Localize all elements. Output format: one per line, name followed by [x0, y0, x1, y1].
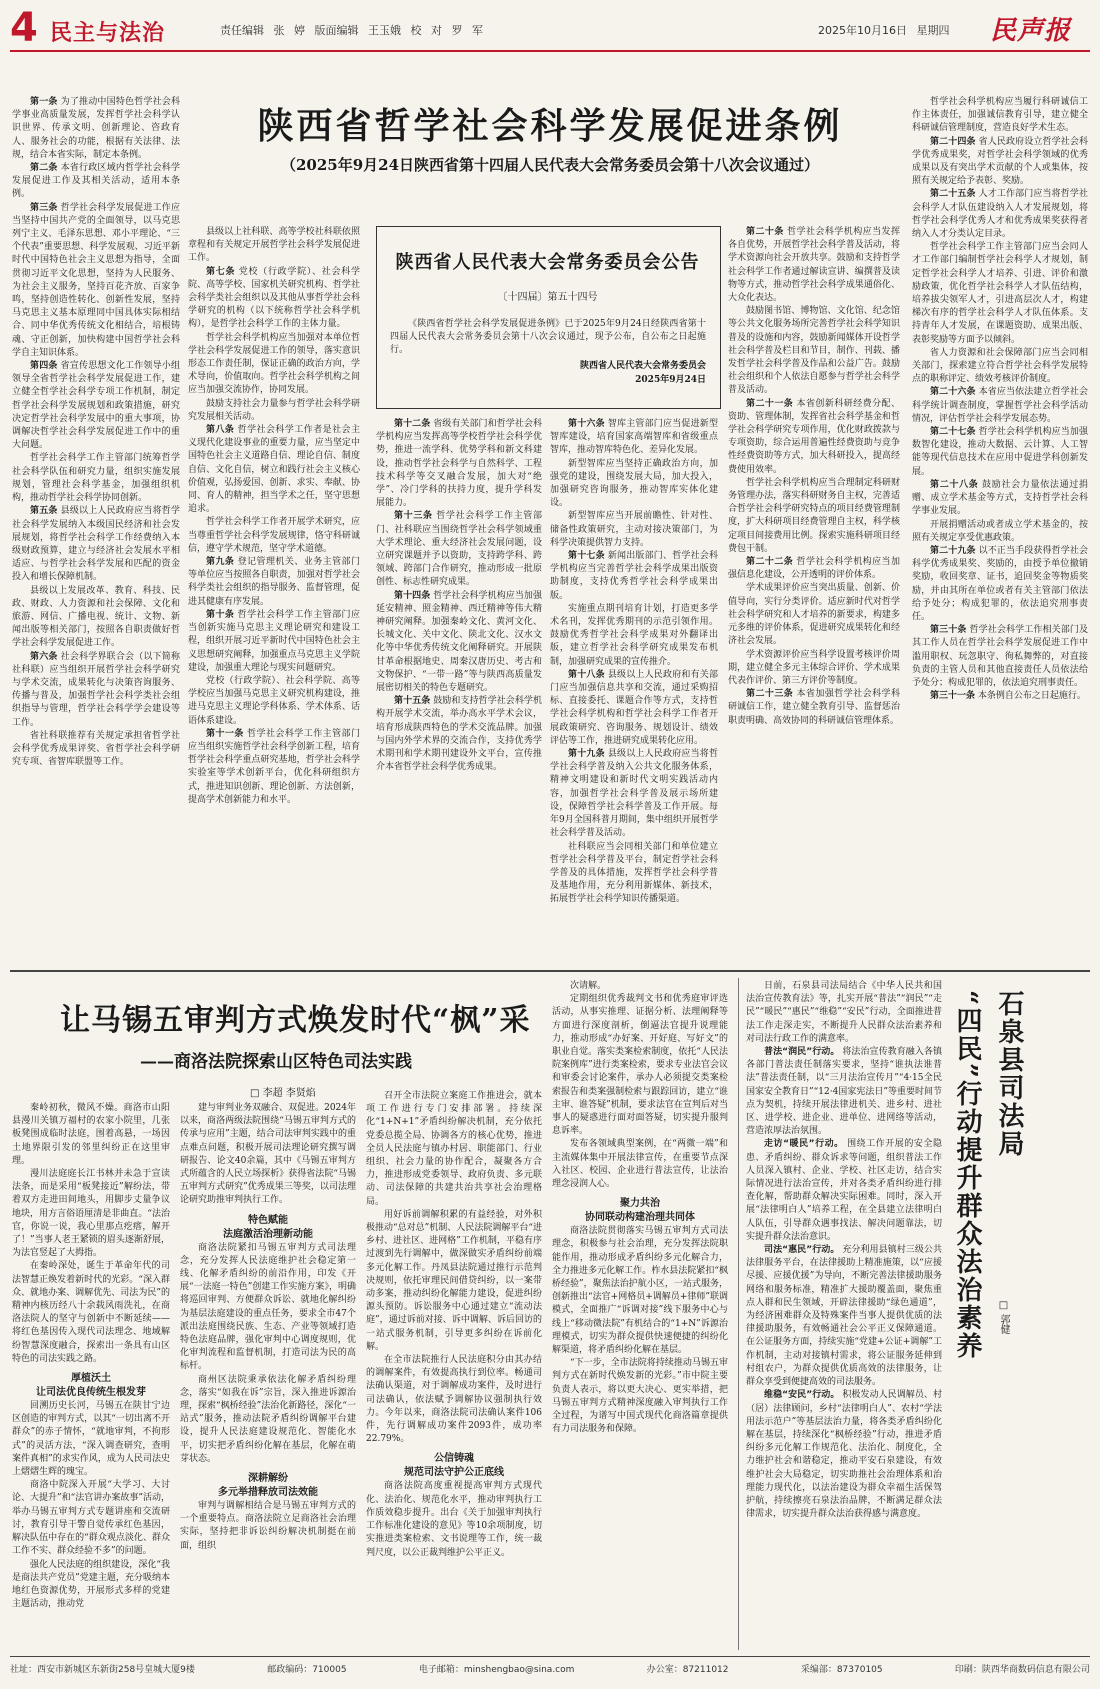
article-text: 本省创新科研经费分配、资助、管理体制，发挥省社会科学基金和哲学社会科学研究专项作用，优化财政拨款与专项资助，综合运用普遍性经费资助与竞争性经费资助等方式，加大科研投入，提高经费使用效率。 — [728, 398, 900, 475]
article-text: 哲学社会科学工作主管部门、社科联应当围绕哲学社会科学领域重大学术理论、重大经济社会发展问题，设立研究课题并予以资助，支持跨学科、跨领域、跨部门合作研究，推动形成一批原创性、标志性研究成果。 — [376, 511, 542, 588]
article-text: 人才工作部门应当将哲学社会科学人才队伍建设纳入人才发展规划，将哲学社会科学优秀人才和优秀成果奖获得者纳入人才分类认定目录。 — [912, 189, 1088, 240]
column-3b-paragraphs — [366, 1480, 542, 1559]
paragraph — [728, 582, 900, 648]
article3-title-part-1: 石泉县司法局 — [994, 990, 1024, 1158]
subhead-3 — [180, 1472, 356, 1500]
article-text: 学术资源评价应当科学设置考核评价周期，建立健全多元主体综合评价、学术成果代表作评价、第三方评价等制度。 — [728, 649, 900, 686]
column-2c-paragraphs — [180, 1500, 356, 1553]
regulation-column-3 — [376, 418, 542, 962]
footer-postcode: 邮政编码：710005 — [267, 1665, 347, 1675]
paragraph — [188, 226, 360, 266]
article-number: 第一条 — [30, 97, 58, 107]
paragraph — [188, 398, 360, 424]
paragraph: 漫川法庭庭长江书林并未急于宣读法条，而是采用“板凳接近”解纷法，带着双方走进田间地头，用脚步丈量争议地块，用方言俗语厘清是非曲直。“法治官，你说一说，我心里那点疙瘩，解开了！”当事人老王紧锁的眉头逐渐舒展，为法官竖起了大拇指。 — [12, 1169, 170, 1259]
article-number: 第十一条 — [206, 728, 244, 739]
paragraph — [188, 332, 360, 398]
article-text: 哲学社会科学机构应当加强对本单位哲学社会科学发展促进工作的领导，落实意识形态工作责任制，保证正确的政治方向，学术导向，价值取向。哲学社会科学机构之间应当加强交流协作，协同发展。 — [188, 332, 360, 396]
column-2b-paragraphs — [180, 1242, 356, 1466]
article-text: 围绕工作开展的安全隐患、矛盾纠纷、群众诉求等问题，组织普法工作人员深入镇村、企业、学校、社区走访，结合实际情况进行法治宣传，并对各类矛盾纠纷进行排查化解，帮助群众解决实际困难。同时，深入开展“法律明白人”培养工程，在全县建立法律明白人队伍，引导群众遇事找法、解决问题靠法，切实提升群众法治意识。 — [746, 1139, 942, 1242]
paragraph — [728, 688, 900, 728]
article-number: 第六条 — [30, 651, 58, 662]
article-column-2 — [180, 1102, 356, 1650]
paragraph — [728, 556, 900, 582]
article-text: 县级以上发展改革、教育、科技、民政、财政、人力资源和社会保障、文化和旅游、网信、广播电视、统计、文物、新闻出版等相关部门，按照各自职责做好哲学社会科学发展促进工作。 — [12, 585, 180, 649]
article-text: 学术成果评价应当突出质量、创新、价值导向，实行分类评价。适应新时代对哲学社会科学研究和人才培养的新要求，构建多元多维的评价体系，促进研究成果转化和经济社会发展。 — [728, 583, 900, 647]
article-text: 本条例自公布之日起施行。 — [977, 691, 1086, 702]
article-text: 充分利用县镇村三级公共法律服务平台，在法律援助上精准施策，以“应援尽援、应援优援”为导向，不断完善法律援助服务网络和服务标准，精准扩大援助覆盖面，聚焦重点人群和民生领域，开辟法律援助“绿色通道”，为经济困难群众及特殊案件当事人提供优质的法律援助服务，有效畅通社会公平正义保障通道。在公证服务方面，持续实施“党建+公证+调解”工作机制，主动对接镇村需求，将公证服务延伸到村组农户，为群众提供优质高效的法律服务，让群众享受到便捷高效的司法服务。 — [746, 1245, 942, 1388]
article-number: 第十五条 — [394, 696, 431, 707]
subhead-4-title: 规范司法守护公正底线 — [404, 1467, 504, 1479]
column-3-paragraphs — [366, 1090, 542, 1446]
paragraph — [912, 624, 1088, 690]
article-subtitle: ——商洛法院探索山区特色司法实践 — [140, 1052, 412, 1072]
article-number: 第七条 — [206, 266, 236, 277]
article-text: 新型智库应当坚持正确政治方向，加强党的建设，围绕发展大局，加大投入，加强研究咨询服务，推动智库实体化建设。 — [550, 458, 718, 509]
article-text: 鼓励社会力量依法通过捐赠、成立学术基金等方式，支持哲学社会科学事业发展。 — [912, 479, 1088, 517]
announcement-signature: 陕西省人民代表大会常务委员会 — [579, 361, 706, 371]
article-column-3 — [366, 1090, 542, 1650]
page-header — [0, 0, 1100, 56]
subhead-2-title: 法庭激活治理新动能 — [223, 1228, 313, 1240]
article-text: 省宣传思想文化工作领导小组领导全省哲学社会科学发展促进工作，建立健全哲学社会科学专项工作机制，制定哲学社会科学发展规划和政策措施，研究决定哲学社会科学发展中的重大事项，协调解决哲学社会科学发展促进工作中的重大问题。 — [12, 361, 180, 451]
subhead-3-title: 多元举措释放司法效能 — [218, 1487, 318, 1499]
article-text: 社科联应当会同相关部门和单位建立哲学社会科学普及平台，制定哲学社会科学普及的具体措施，发挥哲学社会科学普及基地作用，充分利用新媒体、新技术，拓展哲学社会科学知识传播渠道。 — [550, 841, 718, 905]
article-number: 第二十五条 — [930, 189, 976, 200]
article3-column — [746, 980, 942, 1650]
paragraph — [376, 510, 542, 589]
paragraph — [912, 426, 1088, 479]
paragraph — [550, 841, 718, 907]
article-text: 省社科联推荐有关规定承担省哲学社会科学优秀成果评奖、省哲学社会科学研究专项、省智库联盟等工作。 — [12, 730, 180, 768]
article-number: 第十九条 — [568, 749, 605, 760]
article-number: 第十四条 — [394, 590, 431, 601]
article-text: 鼓励和支持哲学社会科学机构开展学术交流，举办高水平学术会议，培育形成陕西特色的学术交流品牌。加强与国内外学术界的交流合作，支持优秀学术期刊和学术期刊建设外文平台，宣传推介本省哲学社会科学优秀成果。 — [376, 696, 542, 773]
paragraph — [912, 96, 1088, 136]
article-number: 第八条 — [206, 425, 235, 436]
subhead-1-kicker: 厚植沃土 — [71, 1373, 111, 1385]
article-number: 第二十八条 — [930, 479, 979, 490]
subhead-2 — [180, 1214, 356, 1242]
article-number: 第四条 — [30, 361, 58, 372]
footer-editorial: 采编部：87370105 — [800, 1665, 883, 1675]
article-number: 维稳“安民”行动。 — [764, 1390, 840, 1401]
paragraph: 定期组织优秀裁判文书和优秀庭审评选活动，从事实推理、证据分析、法理阐释等方面进行深度剖析，倒逼法官提升说理能力，推动形成“办好案、开好庭、写好文”的职业自觉。落实类案检索制度，依托“人民法院案例库”进行类案检索，要求专业法官会议和审委会讨论案件，承办人必须提交类案检索报告和类案强制检索与跟踪回访，建立“谁主审、谁答疑”机制，要求法官在宣判后对当事人的疑惑进行面对面答疑，切实提升服判息诉率。 — [552, 994, 728, 1137]
column-4-paragraphs — [552, 980, 728, 1191]
article-number: 第二十七条 — [930, 427, 976, 438]
paragraph — [728, 305, 900, 397]
article-text: 新闻出版部门、哲学社会科学机构应当完善哲学社会科学成果出版资助制度，支持优秀哲学社会科学成果出版。 — [550, 551, 718, 601]
paragraph — [376, 590, 542, 696]
article-text: 以不正当手段获得哲学社会科学优秀成果奖、奖励的，由授予单位撤销奖励，收回奖章、证书，追回奖金等物质奖励，并由其所在单位或者有关主管部门依法给予处分；构成犯罪的，依法追究刑事责任。 — [912, 545, 1088, 622]
paragraph — [728, 398, 900, 477]
paragraph: 商洛中院深入开展“大学习、大讨论、大提升”和“法官讲办案故事”活动，举办马锡五审判方式专题讲座和交流研讨，教育引导干警自觉传承红色基因，解决队伍中存在的“群众观点淡化、群众工作不实、群众经验不多”的问题。 — [12, 1480, 170, 1557]
article-number: 第三十条 — [930, 625, 967, 636]
article-column-4 — [552, 980, 728, 1650]
article3-title-part-2: “四民”行动提升群众法治素养 — [952, 990, 982, 1360]
announcement-date: 2025年9月24日 — [635, 375, 706, 385]
paragraph — [550, 458, 718, 511]
regulation-column-1 — [12, 96, 180, 962]
paragraph — [12, 505, 180, 584]
article-number: 第十八条 — [568, 669, 605, 680]
subhead-4-kicker: 公信铸魂 — [434, 1453, 474, 1465]
paragraph — [188, 609, 360, 675]
paragraph — [550, 748, 718, 840]
paragraph — [550, 669, 718, 748]
column-2-paragraphs — [180, 1102, 356, 1208]
article3-title — [992, 990, 1026, 1280]
paragraph — [912, 690, 1088, 703]
paragraph — [728, 226, 900, 305]
paragraph: 次请解。 — [570, 981, 607, 991]
paragraph — [188, 424, 360, 516]
subhead-4 — [366, 1452, 542, 1480]
article-number: 第五条 — [30, 506, 58, 517]
article-number: 普法“润民”行动。 — [764, 1047, 840, 1058]
article-number: 第十二条 — [394, 419, 431, 429]
paragraph — [376, 418, 542, 510]
regulation-column-2 — [188, 226, 360, 962]
subhead-2-kicker: 特色赋能 — [248, 1214, 288, 1226]
paragraph — [912, 519, 1088, 545]
regulation-column-4 — [550, 418, 718, 962]
footer-email: 电子邮箱：minshengbao@sina.com — [418, 1665, 575, 1675]
article-number: 第二十条 — [746, 227, 784, 237]
paragraph — [188, 266, 360, 332]
article3-sections — [746, 1046, 942, 1521]
article-text: 哲学社会科学机构应当履行科研诚信工作主体责任，加强诚信教育引导，建立健全科研诚信管理制度，营造良好学术生态。 — [912, 97, 1088, 134]
column-4b-paragraphs — [552, 1225, 728, 1436]
paragraph: “下一步，全市法院将持续推动马锡五审判方式在新时代焕发新的光彩。”市中院主要负责人表示，将以更大决心、更实举措，把马锡五审判方式精神深度融入审判执行工作全过程，为谱写中国式现代化商洛篇章提供有力司法服务和保障。 — [552, 1358, 728, 1435]
article-title: 让马锡五审判方式焕发时代“枫”采 — [60, 1003, 531, 1038]
page-footer — [10, 1662, 1090, 1675]
article-text: 本省加强哲学社会科学科研诚信工作，建立健全教育引导、监督惩治职责明确、高效协同的科研诚信管理体系。 — [728, 689, 900, 726]
article-text: 哲学社会科学机构应当加强信息化建设，公开透明的评价体系。 — [728, 557, 900, 581]
article3-intro — [746, 980, 942, 1046]
editor-credits: 责任编辑 张 婷 版面编辑 王玉娥 校 对 罗 军 — [220, 24, 483, 37]
article-number: 第三条 — [30, 202, 58, 213]
article-text: 哲学社会科学工作主管部门应当创新实施马克思主义理论研究和建设工程，组织开展习近平新时代中国特色社会主义思想研究阐释，加强重点马克思主义学院建设，加强重大理论与现实问题研究。 — [188, 609, 360, 673]
article3-byline: □ 郭健 — [998, 1300, 1009, 1335]
article-text: 省人力资源和社会保障部门应当会同相关部门，探索建立符合哲学社会科学发展特点的职称评定、绩效考核评价制度。 — [912, 347, 1088, 385]
article-text: 省级有关部门和哲学社会科学机构应当发挥高等学校哲学社会科学优势，推进一流学科、优势学科和新文科建设，推动哲学社会科学与自然科学、工程技术科学等交叉融合发展，加大对“绝学”、冷门学科的扶持力度，提升学科发展能力。 — [376, 419, 542, 509]
paragraph — [12, 202, 180, 360]
paragraph — [550, 603, 718, 669]
paragraph — [188, 728, 360, 807]
article-text: 哲学社会科学机构应当合理制定科研财务管理办法，落实科研财务自主权，完善适合哲学社会科学研究特点的项目经费管理制度，扩大科研项目经费管理自主权，科学核定项目间接费用比例。探索实施科研项目经费包干制。 — [728, 477, 900, 554]
article-number: 第二十九条 — [930, 545, 976, 556]
paragraph — [912, 136, 1088, 189]
paragraph: 回溯历史长河，马锡五在陕甘宁边区创造的审判方式，以其“一切出离不开群众”的赤子情怀，“就地审判，不拘形式”的灵活方法，“深入调查研究，查明案件真相”的求实作风，成为人民司法史上熠熠生辉的瑰宝。 — [12, 1401, 170, 1478]
paragraph: 召开全市法院立案庭工作推进会，就本项工作进行专门安排部署。持续深化“1+N+1”矛盾纠纷解决机制，充分依托党委总揽全局、协调各方的核心优势，推进全员人民法庭与镇办村居、职能部门、行业组织、社会力量的协作配合，凝聚各方合力，推进形成党委领导、政府负责、多元联动、司法保障的共建共治共享社会治理格局。 — [366, 1091, 542, 1207]
article-text: 哲学社会科学工作相关部门及其工作人员在哲学社会科学发展促进工作中滥用职权、玩忽职守、徇私舞弊的，对直接负责的主管人员和其他直接责任人员依法给予处分；构成犯罪的，依法追究刑事责任。 — [912, 625, 1088, 688]
article-text: 党校（行政学院）、社会科学院、高等学校、国家机关研究机构、哲学社会科学类社会组织以及其他从事哲学社会科学研究的机构（以下统称哲学社会科学机构），是哲学社会科学工作的主体力量。 — [188, 266, 360, 330]
article-number: 司法“惠民”行动。 — [764, 1245, 840, 1256]
article-text: 将法治宣传教育融入各镇各部门普法责任制落实要求，坚持“谁执法谁普法”普法责任制，以“三月法治宣传月”“4·15全民国家安全教育日”“12·4国家宪法日”等重要时间节点为契机，持续开展法律进机关、进乡村、进社区、进学校、进企业、进单位、进网络等活动，营造浓厚法治氛围。 — [746, 1047, 942, 1137]
paragraph — [728, 477, 900, 556]
paragraph — [12, 730, 180, 770]
article-column-1 — [12, 1102, 170, 1650]
article-text: 党校（行政学院）、社会科学院、高等学校应当加强马克思主义研究机构建设，推进马克思主义理论学科体系、学术体系、话语体系建设。 — [188, 675, 360, 726]
header-rule — [10, 50, 1090, 52]
paragraph — [550, 550, 718, 603]
article-text: 新型智库应当开展前瞻性、针对性、储备性政策研究，主动对接决策部门，为科学决策提供智力支持。 — [550, 511, 718, 548]
article-text: 本省应当依法建立哲学社会科学统计调查制度，掌握哲学社会科学活动情况，评估哲学社会科学发展态势。 — [912, 387, 1088, 424]
column-separator — [738, 978, 739, 1650]
paragraph — [746, 1389, 942, 1521]
paragraph — [12, 162, 180, 202]
regulation-column-6 — [912, 96, 1088, 962]
article-text: 开展捐赠活动或者成立学术基金的，按照有关规定享受优惠政策。 — [912, 519, 1088, 543]
footer-office: 办公室：87211012 — [646, 1665, 729, 1675]
paragraph — [912, 545, 1088, 624]
article-text: 为了推动中国特色哲学社会科学事业高质量发展，发挥哲学社会科学认识世界、传承文明、创新理论、咨政育人、服务社会的功能，根据有关法律、法规，结合本省实际，制定本条例。 — [12, 97, 180, 160]
article-text: 实施重点期刊培育计划，打造更多学术名刊，发挥优秀期刊的示范引领作用。鼓励优秀哲学社会科学成果对外翻译出版，建立哲学社会科学研究成果发布机制，加强研究成果的宣传推介。 — [550, 603, 718, 667]
article-number: 第二十二条 — [746, 557, 794, 568]
paragraph — [912, 188, 1088, 241]
article-text: 鼓励支持社会力量参与哲学社会科学研究发展相关活动。 — [188, 398, 360, 422]
subhead-5 — [552, 1197, 728, 1225]
article-text: 哲学社会科学工作主管部门统筹哲学社会科学队伍和研究力量，组织实施发展规划，管理社会科学基金，加强组织机构，推动哲学社会科学协同创新。 — [12, 453, 180, 504]
article-number: 第二十三条 — [746, 689, 794, 700]
paragraph: 日前，石泉县司法局结合《中华人民共和国法治宣传教育法》等，扎实开展“普法”“润民”“走民”“暖民”“惠民”“维稳”“安民”行动，全面推进普法工作走深走实，不断提升人民群众法治素养和对司法行政工作的满意率。 — [746, 981, 942, 1044]
article-text: 哲学社会科学工作主管部门应当组织实施哲学社会科学创新工程，培育哲学社会科学重点研究基地，哲学社会科学实验室等学术创新平台，优化科研组织方式，推进知识创新、理论创新、方法创新，提高学术创新能力和水平。 — [188, 728, 360, 805]
page-number: 4 — [10, 5, 38, 51]
paragraph: 商洛法院高度重视提高审判方式现代化、法治化、规范化水平，推动审判执行工作质效稳步提升。出台《关于加强审判执行工作标准化建设的意见》等10余项制度，切实推进类案检索、文书说理等工作，统一裁判尺度，以公正裁判维护公平正义。 — [366, 1481, 542, 1558]
article-text: 哲学社会科学工作主管部门应当会同人才工作部门编制哲学社会科学人才规划，制定哲学社会科学人才培养、引进、评价和激励政策，优化哲学社会科学人才队伍结构，培养拔尖领军人才，引进高层次人才，构建梯次有序的哲学社会科学人才队伍体系。支持青年人才发展，在课题资助、成果出版、表彰奖励等方面予以倾斜。 — [912, 242, 1088, 345]
article-text: 本省行政区域内哲学社会科学发展促进工作及其相关活动，适用本条例。 — [12, 163, 180, 200]
regulation-subtitle: （2025年9月24日陕西省第十四届人民代表大会常务委员会第十八次会议通过） — [280, 156, 820, 174]
article-text: 哲学社会科学发展促进工作应当坚持中国共产党的全面领导，以马克思列宁主义、毛泽东思想、邓小平理论、“三个代表”重要思想、科学发展观、习近平新时代中国特色社会主义思想为指导，全面贯彻习近平文化思想，坚持为人民服务、为社会主义服务，坚持百花齐放、百家争鸣，坚持创造性转化、创新性发展，坚持马克思主义基本原理同中国具体实际相结合、同中华优秀传统文化相结合，培根铸魂、守正创新，加快构建中国哲学社会科学自主知识体系。 — [12, 202, 180, 358]
paragraph — [12, 360, 180, 452]
paragraph — [188, 556, 360, 609]
section-title: 民主与法治 — [50, 21, 166, 46]
subhead-5-title: 协同联动构建治理共同体 — [585, 1212, 695, 1224]
article-text: 县级以上人民政府应当将哲学社会科学发展纳入本级国民经济和社会发展规划，将哲学社会科学工作经费纳入本级财政预算，建立与经济社会发展水平相适应、与哲学社会科学发展和匹配的资金投入和增长保障机制。 — [12, 506, 180, 583]
article-number: 第三十一条 — [930, 691, 976, 702]
paragraph: 发布各领域典型案例，在“两微一端”和主流媒体集中开展法律宣传，在重要节点深入社区、校园、企业进行普法宣传，让法治理念浸润人心。 — [552, 1139, 728, 1190]
article-text: 县级以上人民政府应当将哲学社会科学普及纳入公共文化服务体系，精神文明建设和新时代文明实践活动内容，加强哲学社会科学普及展示场所建设，保障哲学社会科学普及工作开展。每年9月全国科普月期间，集中组织开展哲学社会科学普及活动。 — [550, 749, 718, 839]
article-text: 哲学社会科学工作者是社会主义现代化建设事业的重要力量，应当坚定中国特色社会主义道路自信、理论自信、制度自信、文化自信，树立和践行社会主义核心价值观，弘扬爱国、创新、求实、奉献、协同、育人的精神，担当学术之任，坚守思想追求。 — [188, 425, 360, 515]
paragraph — [912, 241, 1088, 347]
article-text: 哲学社会科学工作者开展学术研究，应当尊重哲学社会科学发展规律，恪守科研诚信，遵守学术规范，坚守学术道德。 — [188, 517, 360, 554]
article-number: 第二十一条 — [746, 398, 794, 409]
article-text: 社会科学界联合会（以下简称社科联）应当组织开展哲学社会科学研究与学术交流，成果转化与决策咨询服务、传播与普及，加强哲学社会科学类社会组织指导与管理，哲学社会科学学会建设等工作。 — [12, 651, 180, 728]
paragraph — [746, 1138, 942, 1244]
paragraph — [376, 695, 542, 774]
paragraph — [188, 675, 360, 728]
article-number: 第十七条 — [568, 551, 605, 562]
section-divider — [10, 970, 1090, 972]
paragraph — [12, 452, 180, 505]
article-byline: □ 李超 李贤焰 — [250, 1088, 316, 1099]
paragraph: 商洛法院紧扣马锡五审判方式司法理念，充分发挥人民法庭维护社会稳定第一线、化解矛盾纠纷的前沿作用，印发《开展“一法庭一特色”创建工作实施方案》，明确将巡回审判、方便群众诉讼、就地化解纠纷为基层法庭建设的重点任务，要求全市47个派出法庭围绕民族、生态、产业等领域打造特色法庭品牌，强化审判中心调度规则，优化审判流程和监督机制，打造司法为民的高标杆。 — [180, 1242, 356, 1372]
subhead-1 — [12, 1372, 170, 1400]
footer-address: 社址：西安市新城区东新街258号皇城大厦9楼 — [10, 1665, 195, 1675]
article-text: 鼓励图书馆、博物馆、文化馆、纪念馆等公共文化服务场所完善哲学社会科学知识普及的设施和内容，鼓励新闻媒体开设哲学社会科学普及栏目和节目，制作、刊载、播发哲学社会科学普及作品和公益广告。鼓励社会组织和个人依法自愿参与哲学社会科学普及活动。 — [728, 306, 900, 396]
article-text: 登记管理机关、业务主管部门等单位应当按照各自职责，加强对哲学社会科学类社会组织的指导服务、监督管理，促进其健康有序发展。 — [188, 557, 360, 607]
paragraph — [550, 418, 718, 458]
footer-printer: 印刷：陕西华商数码信息有限公司 — [954, 1665, 1090, 1675]
article-number: 第二条 — [30, 163, 58, 174]
paragraph — [912, 347, 1088, 387]
paragraph — [912, 386, 1088, 426]
paragraph: 在秦岭深处，诞生于革命年代的司法智慧正焕发着新时代的光彩。“深入群众、就地办案、调解优先、司法为民”的精神内核历经八十余载风雨洗礼，在商洛法院人的坚守与创新中不断延续——将红色基因传入现代司法理念、地域解纷智慧深度融合，探索出一条具有山区特色的司法实践之路。 — [12, 1261, 170, 1364]
paragraph — [12, 651, 180, 730]
paragraph — [912, 479, 1088, 519]
paragraph — [12, 585, 180, 651]
newspaper-logo: 民声报 — [990, 16, 1072, 46]
article-text: 省人民政府设立哲学社会科学优秀成果奖，对哲学社会科学领域的优秀成果以及有突出学术贡献的个人或集体，按照有关规定给予表彰、奖励。 — [912, 136, 1088, 187]
paragraph: 审判与调解相结合是马锡五审判方式的一个重要特点。商洛法院立足商洛社会治理实际，坚持把非诉讼纠纷解决机制挺在前面，组织 — [180, 1501, 356, 1551]
issue-date: 2025年10月16日 星期四 — [818, 24, 950, 37]
article-text: 县级以上社科联、高等学校社科联依照章程和有关规定开展哲学社会科学发展促进工作。 — [188, 227, 360, 264]
paragraph: 商州区法院秉承依法化解矛盾纠纷理念，落实“如我在诉”宗旨，深入推进诉源治理，探索“枫桥经验”法治化新路径，深化“一站式”服务，推动法院矛盾纠纷调解平台建设，提升人民法庭建设规范化、智能化水平，切实把矛盾纠纷化解在基层，化解在萌芽状态。 — [180, 1374, 356, 1464]
footer-rule — [10, 1656, 1090, 1657]
column-1-paragraphs — [12, 1102, 170, 1366]
paragraph — [728, 649, 900, 689]
paragraph: 在全市法院推行人民法庭积分由其办结的调解案件，有效提高执行到位率。畅通司法确认渠道，对于调解成功案件，及时进行司法确认，依法赋予调解协议强制执行效力。今年以来，商洛法院司法确认案件106件，先行调解成功案件2093件，成功率22.79%。 — [366, 1355, 542, 1445]
paragraph: 秦岭初秋，微风不燥。商洛市山阳县漫川关镇万福村的农家小院里，几张板凳围成临时法庭，围着高悬，一场因土地界限引发的邻里纠纷正在这里审理。 — [12, 1103, 170, 1166]
announcement-number: 〔十四届〕第五十四号 — [497, 292, 598, 303]
subhead-3-kicker: 深耕解纷 — [248, 1473, 288, 1485]
article-number: 第十六条 — [568, 419, 605, 429]
paragraph: 用好诉前调解积累的有益经验，对外积极推动“总对总”机制、人民法院调解平台“进乡村、进社区、进网格”工作机制，平稳有序过渡到先行调解中，做深做实矛盾纠纷前端多元化解工作。丹凤县法院通过推行示范判决规则，依托审理民间借贷纠纷，以一案带动多案，推动纠纷化解能力建设，促进纠纷源头预防。诉讼服务中心通过建立“流动法庭”，通过诉前对接、诉中调解、诉后回访的一站式服务机制，引导更多纠纷在诉前化解。 — [366, 1209, 542, 1352]
article-text: 县级以上人民政府和有关部门应当加强信息共享和交流，通过采购招标、直接委托、课题合作等方式，支持哲学社会科学机构和哲学社会科学工作者开展政策研究、咨询服务、规划设计、绩效评估等工作，推进研究成果转化应用。 — [550, 669, 718, 746]
paragraph: 商洛法院贯彻落实马锡五审判方式司法理念，积极参与社会治理，充分发挥法院职能作用，推动形成矛盾纠纷多元化解合力，全力推进多元化解工作。柞水县法院紧扣“枫桥经验”，聚焦法治护航小区，一站式服务，创新推出“法官+网格员+调解员+律师”联调模式，全面推广“诉调对接”线下服务中心与线上“移动微法院”有机结合的“1+N”诉源治理模式，切实为群众提供快速便捷的纠纷化解渠道，将矛盾纠纷化解在基层。 — [552, 1226, 728, 1356]
article-number: 走访“暖民”行动。 — [764, 1139, 844, 1150]
paragraph: 强化人民法庭的组织建设，深化“我是商法共产党员”党建主题，充分吸纳本地红色资源优势，开展形式多样的党建主题活动，推动党 — [12, 1559, 170, 1610]
article-number: 第九条 — [206, 557, 235, 568]
column-1b-paragraphs — [12, 1400, 170, 1611]
article-text: 积极发动人民调解员、村（居）法律顾问，乡村“法律明白人”、农村“学法用法示范户”等基层法治力量，将各类矛盾纠纷化解在基层，持续深化“枫桥经验”行动，推进矛盾纠纷多元化解工作规范化、法治化、制度化，全力维护社会和谐稳定，推动平安石泉建设，有效维护社会大局稳定，切实助推社会治理体系和治理能力现代化，以法治建设为群众幸福生活保驾护航，持续擦亮石泉法治品牌，不断满足群众法律需求，切实提升群众法治获得感与满意度。 — [746, 1390, 942, 1520]
article-number: 第十三条 — [394, 511, 433, 522]
article-text: 哲学社会科学机构应当加强延安精神、照金精神、西迁精神等伟大精神研究阐释。加强秦岭文化、黄河文化、长城文化、关中文化、陕北文化、汉水文化等中华优秀传统文化阐释研究。开展陕甘革命根据地史、周秦汉唐历史、考古和文物保护、“一带一路”等与陕西高质量发展密切相关的特色专题研究。 — [376, 590, 542, 694]
article3-title-2 — [950, 990, 984, 1490]
paragraph — [550, 510, 718, 550]
article-number: 第十条 — [206, 609, 235, 620]
article-number: 第二十四条 — [930, 136, 976, 147]
regulation-column-5 — [728, 226, 900, 962]
subhead-5-kicker: 聚力共治 — [620, 1198, 660, 1210]
paragraph: 建与审判业务双融合、双促进。2024年以来，商洛两级法院围绕“马锡五审判方式的传承与应用”主题，结合司法审判实践中的重点难点问题，积极开展司法理论研究撰写调研报告、论文40余篇，其中《马锡五审判方式所蕴含的人民立场探析》获得省法院“马锡五审判方式研究”优秀成果三等奖，以司法理论研究助推审判执行工作。 — [180, 1103, 356, 1206]
regulation-title: 陕西省哲学社会科学发展促进条例 — [257, 105, 843, 147]
subhead-1-title: 让司法优良传统生根发芽 — [36, 1387, 146, 1399]
announcement-body: 《陕西省哲学社会科学发展促进条例》已于2025年9月24日经陕西省第十四届人民代表大会常务委员会第十八次会议通过，现予公布，自公布之日起施行。 — [390, 319, 706, 356]
announcement-title: 陕西省人民代表大会常务委员会公告 — [395, 252, 700, 273]
article-number: 第二十六条 — [930, 387, 976, 398]
article-text: 智库主管部门应当促进新型智库建设，培育国家高端智库和省级重点智库，推动智库特色化、差异化发展。 — [550, 419, 718, 456]
paragraph — [188, 516, 360, 556]
article-text: 哲学社会科学机构应当发挥各自优势，开展哲学社会科学普及活动，将学术资源向社会开放共享。鼓励和支持哲学社会科学工作者通过解读宣讲、编撰普及读物等方式，推动哲学社会科学成果通俗化、大众化表达。 — [728, 227, 900, 304]
paragraph — [12, 96, 180, 162]
paragraph — [746, 1244, 942, 1389]
paragraph — [746, 1046, 942, 1138]
article-text: 哲学社会科学机构应当加强数智化建设，推动大数据、云计算、人工智能等现代信息技术在应用中促进学科创新发展。 — [912, 427, 1088, 477]
